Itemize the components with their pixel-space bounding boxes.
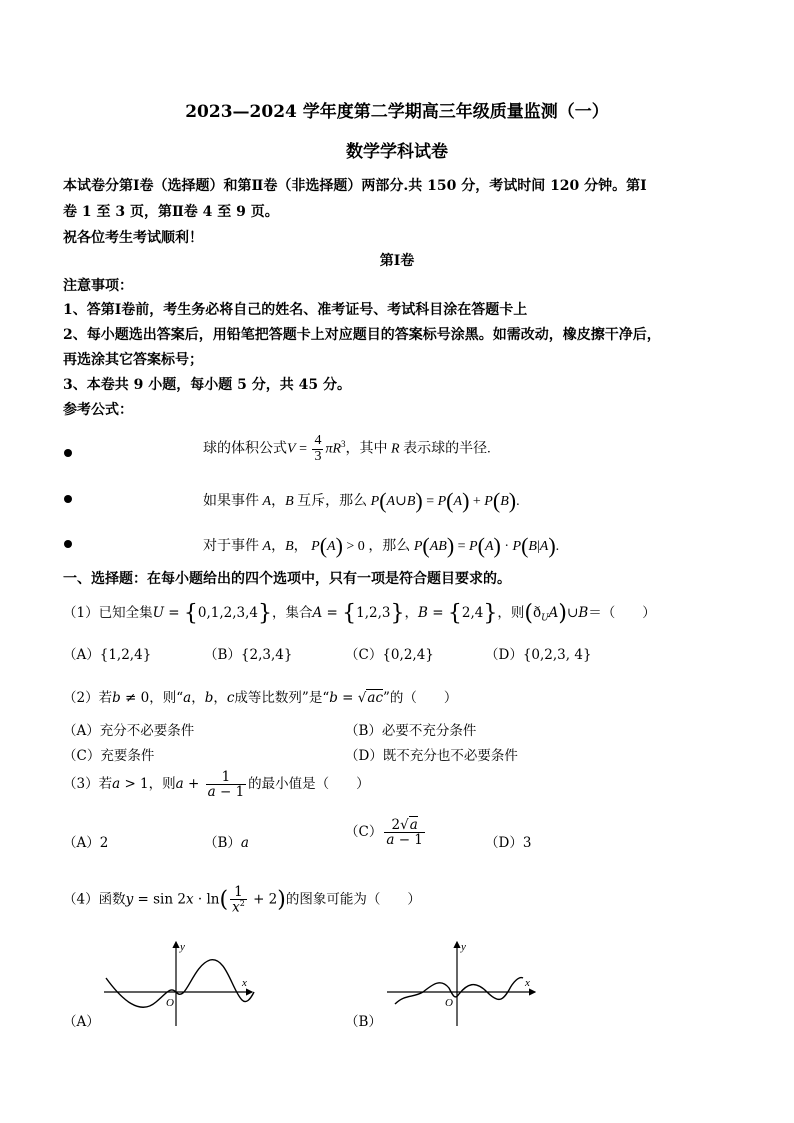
option-value: {0,2,4} [382, 647, 434, 663]
question-1-stem: （1）已知全集U = {0,1,2,3,4}，集合A = {1,2,3}，B = {2,4}，则$(ð_UA)\cup B=$（ ） [63, 601, 656, 626]
function-curve [106, 960, 254, 1008]
formula-sphere-volume: 球的体积公式V = $\frac{4}{3}$ $\pi R^3$，其中 R 表示球的半径. [203, 433, 491, 464]
q1-option-d[interactable] [485, 643, 592, 663]
formula-2-mid: 互斥，那么 [297, 494, 368, 509]
question-4-stem: （4）函数y = sin 2x · ln( $\frac{1}{x^2}$ + 2)的图象可能为（ ） [63, 884, 421, 916]
bullet-icon [64, 449, 72, 457]
option-label: （D） [485, 647, 523, 663]
q1-stem-b: ，集合 [272, 605, 313, 621]
formula-conditional-probability: 对于事件 A，B， P(A) > 0 ，那么 P(AB) = P(A) · P(B|A). [203, 533, 560, 558]
y-axis-label: y [180, 941, 185, 953]
option-value: 3 [522, 835, 532, 851]
bullet-icon [64, 540, 72, 548]
q3-option-d[interactable] [485, 831, 531, 851]
option-label: （D） [485, 835, 523, 851]
bullet-icon [64, 495, 72, 503]
formula-1-suffix: 表示球的半径. [403, 441, 491, 457]
q2-option-d[interactable]: （D）既不充分也不必要条件 [345, 748, 518, 764]
q4-label-b[interactable]: （B） [345, 1014, 382, 1030]
option-label: （B） [204, 647, 241, 663]
q3-option-a[interactable] [63, 831, 108, 851]
note-1: 1、答第Ⅰ卷前，考生务必将自己的姓名、准考证号、考试科目涂在答题卡上 [63, 302, 528, 318]
q3-stem-c: 的最小值是（ ） [248, 776, 370, 793]
formula-1-mid: ，其中 [345, 441, 388, 457]
option-value: {0,2,3, 4} [522, 647, 592, 663]
option-value: a [240, 835, 249, 851]
note-3: 3、本卷共 9 小题，每小题 5 分，共 45 分。 [63, 377, 351, 393]
page-title: 2023—2024 学年度第二学期高三年级质量监测（一） [185, 102, 609, 122]
formula-3-mid: ，那么 [368, 539, 411, 554]
question-2-stem: （2）若b ≠ 0，则“a，b，c成等比数列”是“b = √ac”的（ ） [63, 690, 458, 706]
q1-stem-c: ，则 [497, 605, 525, 621]
q3-option-c[interactable]: （C） $\frac{2√a}{a - 1}$ [345, 817, 423, 849]
y-axis-label: y [461, 941, 466, 953]
option-label: （C） [345, 647, 383, 663]
q1-stem-a: （1）已知全集 [63, 605, 153, 621]
formula-2-prefix: 如果事件 [203, 494, 259, 509]
intro-line-1: 本试卷分第Ⅰ卷（选择题）和第Ⅱ卷（非选择题）两部分.共 150 分，考试时间 120 分钟。第Ⅰ [63, 178, 647, 194]
q4-stem-a: （4）函数 [63, 891, 126, 908]
q2-option-a[interactable]: （A）充分不必要条件 [63, 723, 195, 739]
formula-3-prefix: 对于事件 [203, 539, 259, 554]
q1-stem-d: ＝（ ） [588, 605, 656, 621]
q3-stem-a: （3）若 [63, 776, 113, 793]
q2-stem-d: ”的（ ） [383, 690, 458, 706]
reference-title: 参考公式： [63, 402, 133, 418]
option-label: （A） [63, 647, 100, 663]
option-value: {1,2,4} [99, 647, 152, 663]
q4-stem-b: 的图象可能为（ ） [285, 891, 421, 908]
note-2b: 再选涂其它答案标号； [63, 352, 203, 368]
page-subtitle: 数学学科试卷 [346, 142, 448, 162]
formula-1-prefix: 球的体积公式 [203, 441, 287, 457]
q3-option-b[interactable] [204, 831, 249, 851]
q1-option-b[interactable] [204, 643, 292, 663]
function-curve [395, 978, 523, 1004]
q3-stem-b: ，则 [148, 776, 176, 793]
option-label: （C） [345, 824, 383, 841]
q2-stem-a: （2）若 [63, 690, 113, 706]
x-axis-label: x [525, 977, 530, 989]
option-value: {2,3,4} [240, 647, 293, 663]
graph-option-b[interactable] [383, 938, 543, 1028]
q1-option-a[interactable] [63, 643, 151, 663]
notes-title: 注意事项： [63, 278, 133, 294]
origin-label: O [445, 997, 453, 1009]
graph-option-a[interactable] [100, 938, 260, 1028]
x-axis-label: x [242, 977, 247, 989]
note-2a: 2、每小题选出答案后，用铅笔把答题卡上对应题目的答案标号涂黑。如需改动，橡皮擦干净后， [63, 327, 661, 343]
formula-mutually-exclusive: 如果事件 A，B 互斥，那么 P(A∪B) = P(A) + P(B). [203, 488, 520, 513]
q2-option-c[interactable]: （C）充要条件 [63, 748, 155, 764]
intro-line-2: 卷 1 至 3 页，第Ⅱ卷 4 至 9 页。 [63, 204, 279, 220]
q2-stem-b: ，则“ [149, 690, 184, 706]
q2-option-b[interactable]: （B）必要不充分条件 [345, 723, 477, 739]
q4-label-a[interactable]: （A） [63, 1014, 100, 1030]
section-heading: 一、选择题：在每小题给出的四个选项中，只有一项是符合题目要求的。 [63, 571, 511, 587]
q2-stem-c: 成等比数列”是“ [234, 690, 330, 706]
intro-line-3: 祝各位考生考试顺利！ [63, 230, 203, 246]
option-value: 2 [99, 835, 109, 851]
part1-heading: 第Ⅰ卷 [379, 253, 415, 269]
option-label: （A） [63, 835, 100, 851]
q1-option-c[interactable] [345, 643, 434, 663]
origin-label: O [166, 997, 174, 1009]
option-label: （B） [204, 835, 241, 851]
question-3-stem: （3）若a > 1，则a + $\frac{1}{a - 1}$ 的最小值是（ ） [63, 769, 370, 801]
